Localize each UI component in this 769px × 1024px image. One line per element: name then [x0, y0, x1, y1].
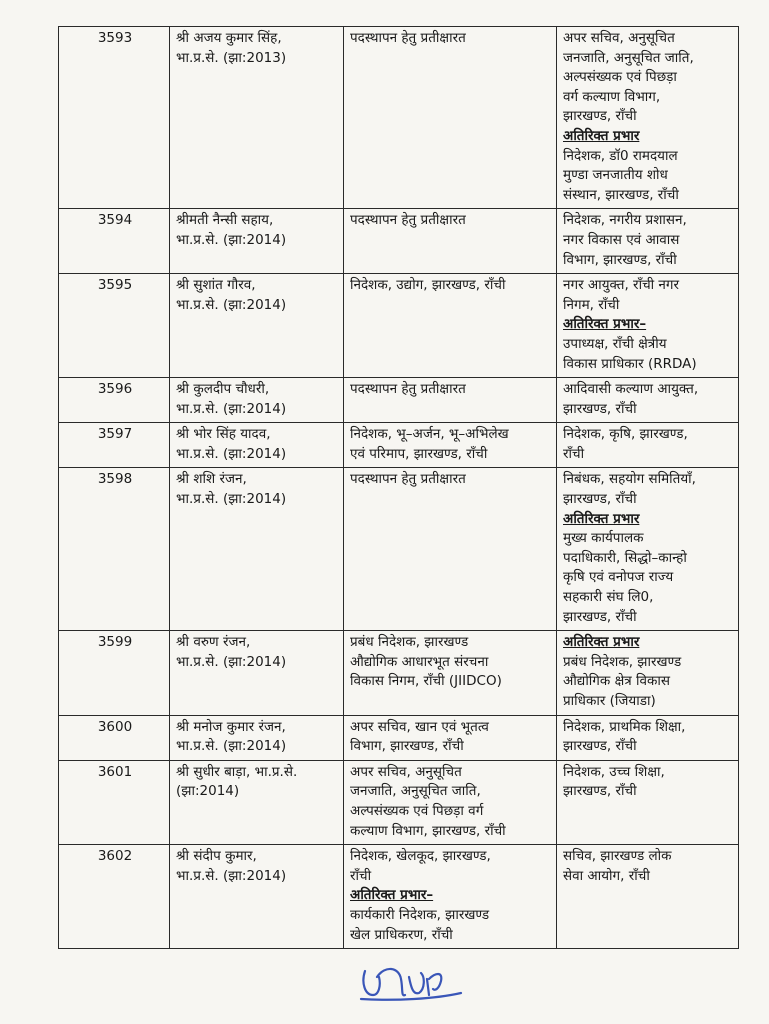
serial-number-cell: 3597: [59, 423, 170, 468]
table-row: [59, 209, 739, 274]
current-posting-line: पदस्थापन हेतु प्रतीक्षारत: [350, 30, 466, 46]
current-posting-cell: [344, 423, 557, 468]
table-row: [59, 631, 739, 715]
additional-charge-line: कृषि एवं वनोपज राज्य: [563, 569, 674, 586]
current-posting-line: कल्याण विभाग, झारखण्ड, राँची: [350, 822, 506, 839]
new-posting-line: झारखण्ड, राँची: [563, 108, 637, 125]
new-posting-line: निदेशक, उच्च शिक्षा,: [563, 763, 665, 780]
new-posting-line: झारखण्ड, राँची: [563, 400, 637, 417]
officer-name-cell: [170, 423, 344, 468]
additional-charge-line: विकास प्राधिकार (RRDA): [563, 355, 697, 372]
new-posting-cell: [557, 760, 739, 844]
officer-name-line: भा.प्र.से. (झा:2014): [176, 738, 287, 755]
current-posting-line: विभाग, झारखण्ड, राँची: [350, 738, 464, 755]
new-posting-line: वर्ग कल्याण विभाग,: [563, 88, 661, 105]
officer-name-line: श्री वरुण रंजन,: [176, 634, 251, 651]
officer-name-cell: [170, 27, 344, 209]
additional-charge-line: प्रबंध निदेशक, झारखण्ड: [563, 653, 682, 670]
current-posting-line: निदेशक, भू–अर्जन, भू–अभिलेख: [350, 426, 509, 443]
officer-name-line: भा.प्र.से. (झा:2014): [176, 231, 287, 248]
additional-charge-line: सहकारी संघ लि0,: [563, 589, 654, 606]
table-row: [59, 760, 739, 844]
serial-number-cell: 3594: [59, 209, 170, 274]
table-row: [59, 274, 739, 378]
serial-number-cell: 3598: [59, 468, 170, 631]
current-posting-line: प्रबंध निदेशक, झारखण्ड: [350, 634, 469, 651]
officer-name-line: श्री कुलदीप चौधरी,: [176, 381, 270, 398]
table-row: [59, 423, 739, 468]
additional-charge-line: निदेशक, डॉ0 रामदयाल: [563, 147, 678, 164]
new-posting-line: विभाग, झारखण्ड, राँची: [563, 251, 677, 268]
officer-name-line: भा.प्र.से. (झा:2014): [176, 867, 287, 884]
officer-name-cell: [170, 631, 344, 715]
new-posting-cell: [557, 27, 739, 209]
additional-charge-line: झारखण्ड, राँची: [563, 608, 637, 625]
officer-name-cell: [170, 715, 344, 760]
new-posting-cell: [557, 274, 739, 378]
current-posting-cell: [344, 378, 557, 423]
officer-name-cell: [170, 378, 344, 423]
serial-number-cell: 3601: [59, 760, 170, 844]
additional-charge-line: औद्योगिक क्षेत्र विकास: [563, 673, 670, 690]
new-posting-line: झारखण्ड, राँची: [563, 491, 637, 508]
table-row: [59, 715, 739, 760]
table-row: [59, 468, 739, 631]
additional-charge-line: पदाधिकारी, सिद्धो–कान्हो: [563, 549, 687, 566]
current-posting-line: पदस्थापन हेतु प्रतीक्षारत: [350, 471, 466, 488]
new-posting-cell: [557, 715, 739, 760]
new-posting-line: राँची: [563, 445, 585, 462]
officer-name-line: श्री सुधीर बाड़ा, भा.प्र.से.: [176, 763, 298, 780]
table-row: [59, 378, 739, 423]
serial-number-cell: 3593: [59, 27, 170, 209]
officer-name-line: श्रीमती नैन्सी सहाय,: [176, 212, 274, 229]
current-posting-line: अपर सचिव, अनुसूचित: [350, 763, 462, 780]
current-posting-line: जनजाति, अनुसूचित जाति,: [350, 783, 481, 800]
current-posting-line: अल्पसंख्यक एवं पिछड़ा वर्ग: [350, 802, 484, 819]
signature: [355, 955, 465, 1003]
new-posting-line: निदेशक, प्राथमिक शिक्षा,: [563, 718, 686, 735]
new-posting-cell: [557, 209, 739, 274]
serial-number-cell: 3602: [59, 845, 170, 949]
current-posting-cell: [344, 715, 557, 760]
current-posting-line: पदस्थापन हेतु प्रतीक्षारत: [350, 381, 466, 398]
additional-charge-heading: अतिरिक्त प्रभार: [563, 634, 640, 651]
new-posting-cell: [557, 468, 739, 631]
officer-name-line: (झा:2014): [176, 783, 240, 800]
new-posting-line: झारखण्ड, राँची: [563, 783, 637, 800]
officer-name-cell: [170, 209, 344, 274]
serial-number-cell: 3596: [59, 378, 170, 423]
table-row: [59, 845, 739, 949]
current-posting-line: निदेशक, उद्योग, झारखण्ड, राँची: [350, 277, 506, 294]
new-posting-cell: [557, 378, 739, 423]
posting-table: [58, 26, 739, 949]
additional-charge-heading: अतिरिक्त प्रभार: [563, 127, 640, 144]
additional-charge-line: खेल प्राधिकरण, राँची: [350, 926, 453, 943]
additional-charge-heading: अतिरिक्त प्रभार–: [350, 887, 434, 904]
officer-name-line: श्री संदीप कुमार,: [176, 848, 257, 865]
officer-name-cell: [170, 845, 344, 949]
new-posting-line: आदिवासी कल्याण आयुक्त,: [563, 381, 699, 398]
current-posting-cell: [344, 468, 557, 631]
current-posting-line: पदस्थापन हेतु प्रतीक्षारत: [350, 212, 466, 229]
new-posting-line: निगम, राँची: [563, 296, 620, 313]
new-posting-cell: [557, 423, 739, 468]
serial-number-cell: 3595: [59, 274, 170, 378]
officer-name-line: श्री भोर सिंह यादव,: [176, 426, 271, 443]
new-posting-line: झारखण्ड, राँची: [563, 738, 637, 755]
additional-charge-line: प्राधिकार (जियाडा): [563, 693, 656, 709]
additional-charge-line: उपाध्यक्ष, राँची क्षेत्रीय: [563, 335, 667, 352]
current-posting-cell: [344, 209, 557, 274]
officer-name-line: भा.प्र.से. (झा:2014): [176, 445, 287, 462]
new-posting-line: निबंधक, सहयोग समितियाँ,: [563, 471, 696, 488]
current-posting-line: औद्योगिक आधारभूत संरचना: [350, 653, 489, 670]
new-posting-line: सेवा आयोग, राँची: [563, 867, 650, 884]
current-posting-cell: [344, 845, 557, 949]
new-posting-line: नगर विकास एवं आवास: [563, 231, 680, 248]
officer-name-line: श्री अजय कुमार सिंह,: [176, 30, 282, 46]
officer-name-line: भा.प्र.से. (झा:2014): [176, 296, 287, 313]
posting-table-body: [59, 27, 739, 949]
new-posting-line: अपर सचिव, अनुसूचित: [563, 30, 675, 46]
officer-name-cell: [170, 274, 344, 378]
officer-name-line: भा.प्र.से. (झा:2014): [176, 491, 287, 508]
additional-charge-line: संस्थान, झारखण्ड, राँची: [563, 186, 679, 203]
officer-name-line: श्री सुशांत गौरव,: [176, 277, 256, 294]
additional-charge-line: कार्यकारी निदेशक, झारखण्ड: [350, 906, 490, 923]
serial-number-cell: 3599: [59, 631, 170, 715]
officer-name-line: श्री शशि रंजन,: [176, 471, 247, 488]
current-posting-line: अपर सचिव, खान एवं भूतत्व: [350, 718, 489, 735]
current-posting-line: निदेशक, खेलकूद, झारखण्ड,: [350, 848, 491, 865]
new-posting-line: निदेशक, कृषि, झारखण्ड,: [563, 426, 688, 443]
officer-name-line: श्री मनोज कुमार रंजन,: [176, 718, 286, 735]
current-posting-cell: [344, 760, 557, 844]
new-posting-line: अल्पसंख्यक एवं पिछड़ा: [563, 69, 677, 86]
new-posting-line: सचिव, झारखण्ड लोक: [563, 848, 672, 865]
new-posting-cell: [557, 845, 739, 949]
officer-name-cell: [170, 468, 344, 631]
current-posting-cell: [344, 274, 557, 378]
officer-name-cell: [170, 760, 344, 844]
current-posting-cell: [344, 27, 557, 209]
table-row: [59, 27, 739, 209]
new-posting-line: निदेशक, नगरीय प्रशासन,: [563, 212, 687, 229]
current-posting-line: एवं परिमाप, झारखण्ड, राँची: [350, 445, 488, 462]
current-posting-cell: [344, 631, 557, 715]
additional-charge-line: मुख्य कार्यपालक: [563, 530, 644, 547]
additional-charge-heading: अतिरिक्त प्रभार–: [563, 316, 647, 333]
current-posting-line: विकास निगम, राँची (JIIDCO): [350, 673, 502, 690]
new-posting-line: नगर आयुक्त, राँची नगर: [563, 277, 680, 294]
additional-charge-heading: अतिरिक्त प्रभार: [563, 510, 640, 527]
serial-number-cell: 3600: [59, 715, 170, 760]
officer-name-line: भा.प्र.से. (झा:2014): [176, 400, 287, 417]
officer-name-line: भा.प्र.से. (झा:2014): [176, 653, 287, 670]
new-posting-cell: [557, 631, 739, 715]
officer-name-line: भा.प्र.से. (झा:2013): [176, 49, 287, 66]
new-posting-line: जनजाति, अनुसूचित जाति,: [563, 49, 694, 66]
current-posting-line: राँची: [350, 867, 372, 884]
additional-charge-line: मुण्डा जनजातीय शोध: [563, 167, 668, 184]
